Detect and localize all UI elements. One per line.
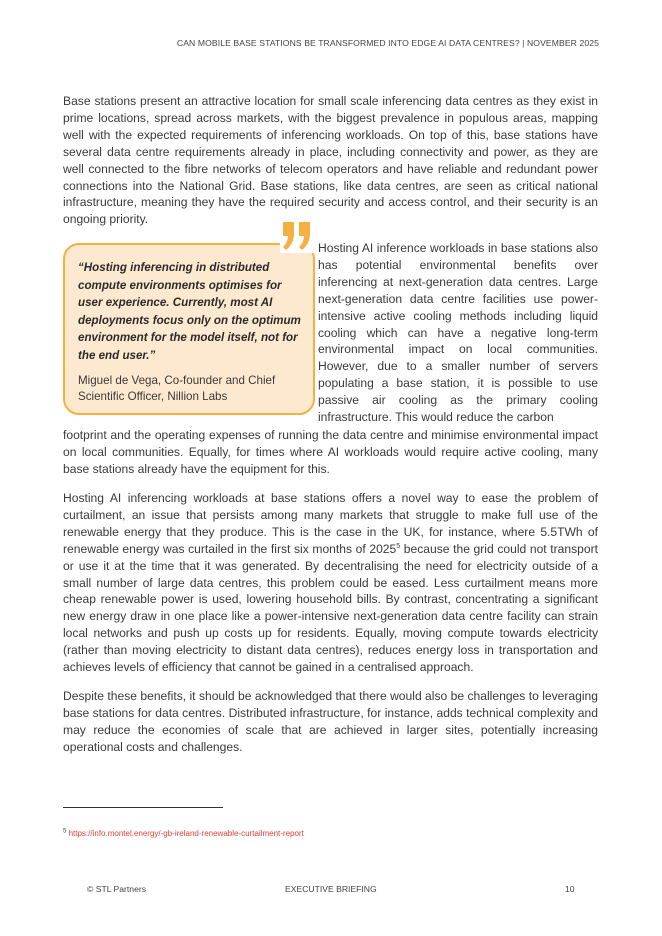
footer-copyright: © STL Partners [87, 884, 147, 894]
p3-text-before: Hosting AI inferencing workloads at base stations offers a novel way to ease the problem of curtailment, an issue that persists among many markets that struggle to make full use of the renewable energy that they produce. This is the case in the UK, for instance, where 5.5TWh of renewable energy was curtailed in the first six months of 2025 [63, 491, 598, 556]
body-paragraph-1: Base stations present an attractive location for small scale inferencing data centres as they exist in prime locations, spread across markets, with the biggest prevalence in populous areas, mapping well with the expected requirements of inferencing workloads. On top of this, base stations have several data centre requirements already in place, including connectivity and power, as they are well connected to the fibre networks of telecom operators and have reliable and redundant power connections into the National Grid. Base stations, like data centres, are seen as critical national infrastructure, meaning they have the required security and access control, and their security is an ongoing priority. [63, 94, 598, 227]
body-paragraph-4: Despite these benefits, it should be acknowledged that there would also be challenges to leveraging base stations for data centres. Distributed infrastructure, for instance, adds technical complexity and may reduce the economies of scale that are achieved in larger sites, potentially increasing operational costs and challenges. [63, 689, 598, 754]
p3-text-after: because the grid could not transport or use it at the time that it was generated. By decentralising the need for electricity outside of a small number of large data centres, this problem could be eased. Less curtailment means more cheap renewable power is used, lowering household bills. By contrast, concentrating a significant new energy draw in one place like a power-intensive next-generation data centre facility can strain local networks and push up costs up for residents. Equally, moving compute towards electricity (rather than moving electricity to distant data centres), reduces energy loss in transportation and achieves levels of efficiency that cannot be gained in a centralised approach. [63, 541, 598, 675]
footnote-ref-5[interactable]: 5 [396, 542, 401, 550]
body-paragraph-2-continued: footprint and the operating expenses of running the data centre and minimise environmental impact on local communities. Equally, for times where AI workloads would require active cooling, many base stations already have the equipment for this. [63, 428, 598, 476]
footer-doc-type: EXECUTIVE BRIEFING [285, 884, 377, 894]
footnote [63, 829, 304, 838]
pull-quote-author: Miguel de Vega, Co-founder and Chief Scientific Officer, Nillion Labs [78, 373, 276, 404]
footnote-link[interactable]: https://info.montel.energy/-gb-ireland-renewable-curtailment-report [68, 829, 304, 838]
footer-page-number: 10 [565, 884, 575, 894]
quote-mark-icon [280, 219, 314, 253]
running-header: CAN MOBILE BASE STATIONS BE TRANSFORMED INTO EDGE AI DATA CENTRES? | NOVEMBER 2025 [176, 38, 599, 48]
footnote-divider [63, 807, 223, 808]
pull-quote-box [63, 243, 315, 415]
body-paragraph-2-wrap: Hosting AI inference workloads in base stations also has potential environmental benefits over inferencing at next-generation data centres. Large next-generation data centre facilities use power-intensive active cooling methods including liquid cooling which can have a negative long-term environmental impact on local communities. However, due to a smaller number of servers populating a base station, it is possible to use passive air cooling as the primary cooling infrastructure. This would reduce the carbon [318, 241, 598, 425]
pull-quote-text: “Hosting inferencing in distributed compute environments optimises for user experience. Currently, most AI deployments focus only on the optimum environment for the model itself, not for the end user.” [78, 261, 301, 362]
body-paragraph-3 [63, 490, 598, 676]
footnote-number: 5 [63, 828, 67, 835]
